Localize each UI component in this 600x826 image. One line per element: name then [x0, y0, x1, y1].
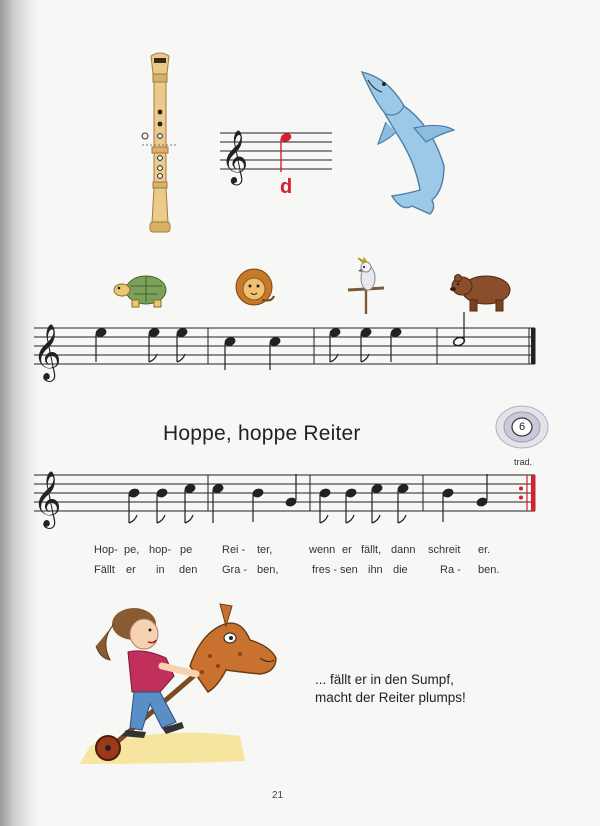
note-d-staff — [220, 128, 335, 188]
treble-clef-icon: 𝄞 — [33, 324, 62, 380]
page-number: 21 — [272, 790, 284, 801]
lyric-syllable: fällt, — [361, 544, 382, 556]
lyric-syllable: sen — [340, 564, 358, 576]
lyric-syllable: Fällt — [94, 564, 115, 576]
book-spine-shadow — [0, 0, 40, 826]
lyric-syllable: den — [179, 564, 198, 576]
lyric-syllable: hop- — [149, 544, 172, 556]
song-credit: trad. — [514, 457, 533, 467]
lyric-syllable: Gra - — [222, 564, 248, 576]
recorder-illustration — [140, 52, 180, 238]
lyric-syllable: dann — [391, 544, 416, 556]
melody-staff-1 — [30, 298, 550, 388]
melody-staff-2 — [30, 460, 550, 540]
treble-clef-icon: 𝄞 — [221, 129, 249, 183]
song-title: Hoppe, hoppe Reiter — [163, 422, 361, 445]
lyric-syllable: ter, — [257, 544, 273, 556]
girl-hobby-horse-illustration — [70, 596, 285, 771]
lyric-syllable: ben, — [257, 564, 279, 576]
lyric-syllable: in — [156, 564, 165, 576]
caption-line-2: macht der Reiter plumps! — [315, 690, 466, 705]
caption-line-1: ... fällt er in den Sumpf, — [315, 672, 454, 687]
lyric-syllable: er. — [478, 544, 491, 556]
note-name-label: d — [280, 176, 293, 198]
lyric-syllable: er — [342, 544, 352, 556]
lyric-syllable: Rei - — [222, 544, 246, 556]
lyric-syllable: ihn — [368, 564, 383, 576]
lyric-syllable: pe, — [124, 544, 140, 556]
dolphin-illustration — [358, 66, 458, 216]
lyric-syllable: die — [393, 564, 408, 576]
treble-clef-icon: 𝄞 — [33, 471, 62, 527]
lyric-syllable: fres - — [312, 564, 338, 576]
cd-track-number: 6 — [518, 421, 526, 433]
lyric-syllable: Ra - — [440, 564, 461, 576]
lyric-syllable: er — [126, 564, 136, 576]
lyric-syllable: wenn — [309, 544, 336, 556]
lyric-syllable: Hop- — [94, 544, 118, 556]
lyric-syllable: pe — [180, 544, 193, 556]
lyric-syllable: schreit — [428, 544, 461, 556]
lyric-syllable: ben. — [478, 564, 500, 576]
